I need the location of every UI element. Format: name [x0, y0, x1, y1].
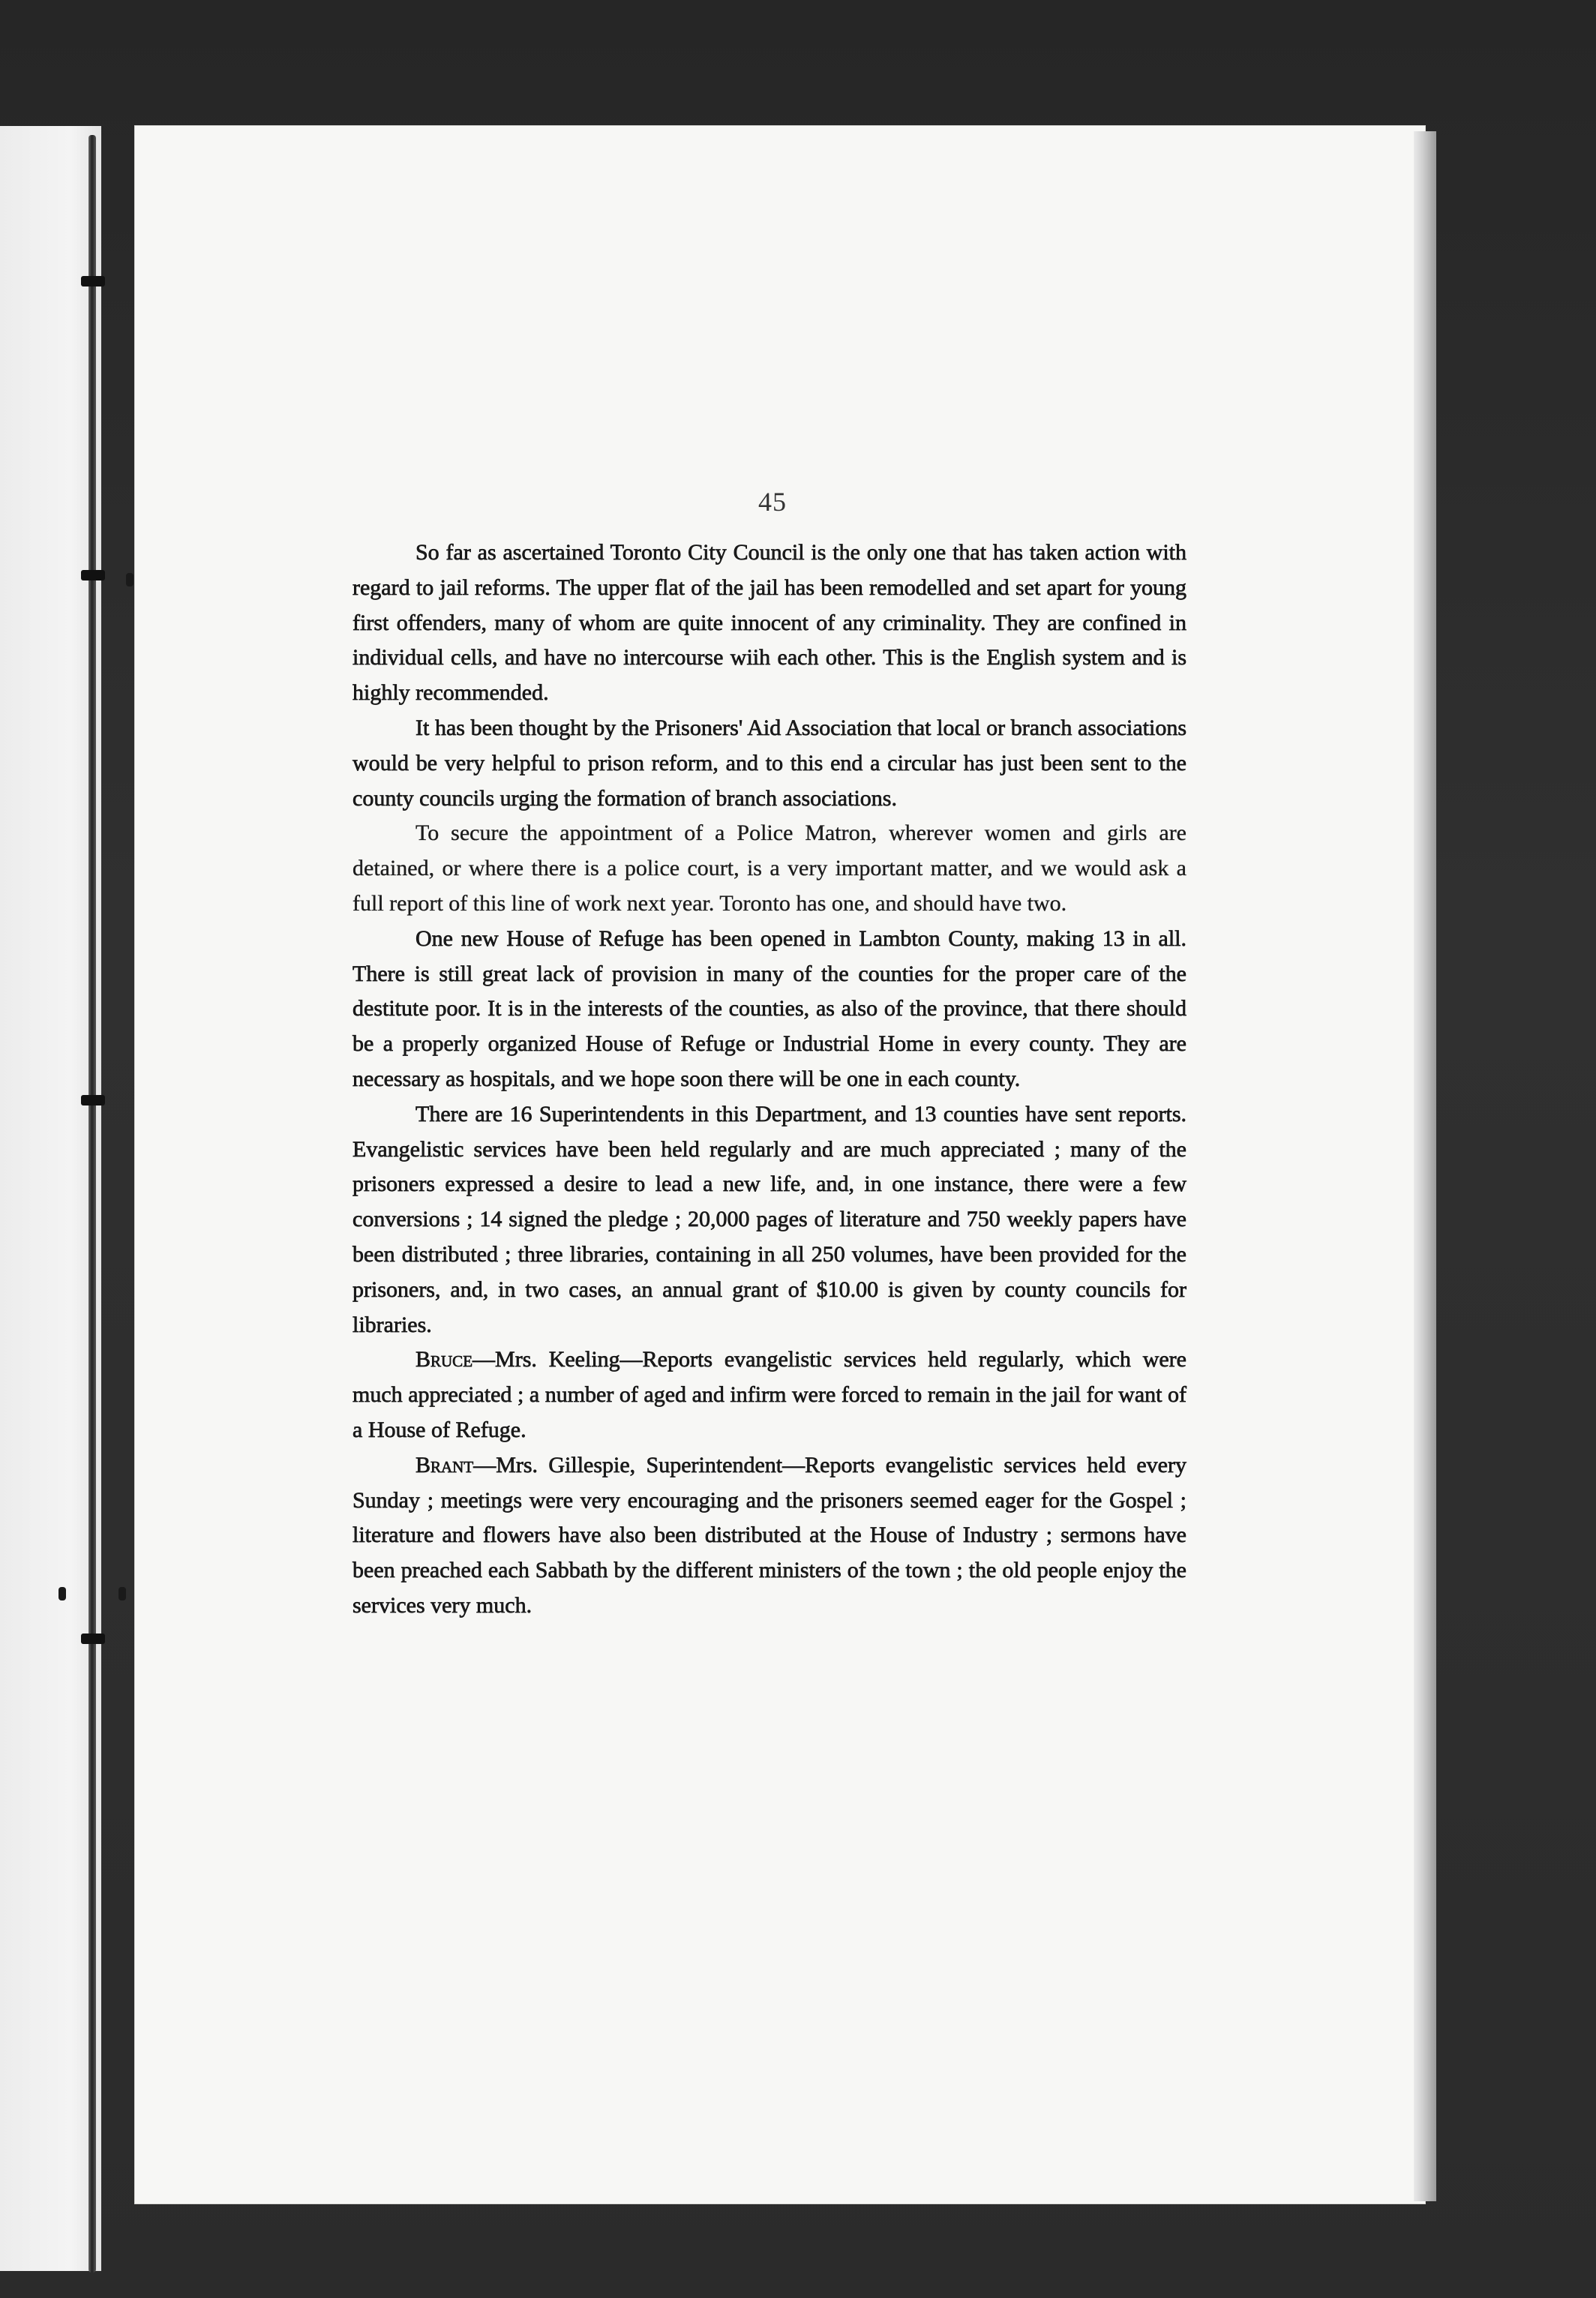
county-heading-brant: Brant	[416, 1452, 474, 1478]
paragraph-brant	[352, 1448, 1186, 1624]
previous-page-edge	[0, 126, 101, 2271]
paragraph-superintendents: There are 16 Superintendents in this Department, and 13 counties have sent reports. Evangelistic services have been held regularly and are much appreciated ; many of the prisoners expressed a desire to lead a new life, and, in one instance, there were a few conversions ; 14 signed the pledge ; 20,000 pages of literature and 750 weekly papers have been distributed ; three libraries, containing in all 250 volumes, have been provided for the prisoners, and, in two cases, an annual grant of $10.00 is given by county councils for libraries.	[352, 1101, 1186, 1337]
page-right-edge	[1414, 131, 1436, 2201]
page-number: 45	[758, 487, 787, 517]
paragraph-bruce-text: —Mrs. Keeling—Reports evangelistic services held regularly, which were much appreciated ; a number of aged and infirm were forced to remain in the jail for want of a House of Refuge.	[352, 1347, 1186, 1442]
paragraph-police-matron: To secure the appointment of a Police Matron, wherever women and girls are detained, or where there is a police court, is a very important matter, and we would ask a full report of this line of work next year. Toronto has one, and should have two.	[352, 820, 1186, 916]
paragraph-bruce	[352, 1342, 1186, 1448]
binding-mark	[58, 1587, 66, 1600]
paragraph-jail-reform: So far as ascertained Toronto City Council is the only one that has taken action with regard to jail reforms. The upper flat of the jail has been remodelled and set apart for young first offenders, many of whom are quite innocent of any criminality. They are confined in individual cells, and have no intercourse wiih each other. This is the English system and is highly recommended.	[352, 540, 1186, 706]
paragraph-brant-text: —Mrs. Gillespie, Superintendent—Reports evangelistic services held every Sunday ; meetings were very encouraging and the prisoners seemed eager for the Gospel ; literature and flowers have also been distributed at the House of Industry ; sermons have been preached each Sabbath by the different ministers of the town ; the old people enjoy the services very much.	[352, 1452, 1186, 1618]
binding-mark	[118, 1587, 126, 1600]
paragraph-house-of-refuge: One new House of Refuge has been opened in Lambton County, making 13 in all. There is still great lack of provision in many of the counties for the proper care of the destitute poor. It is in the interests of the counties, as also of the province, that there should be a properly organized House of Refuge or Industrial Home in every county. They are necessary as hospitals, and we hope soon there will be one in each county.	[352, 926, 1186, 1091]
binding-stitch	[81, 1634, 105, 1644]
binding-stitch	[81, 570, 105, 580]
binding-stitch	[81, 1095, 105, 1106]
binding-spine	[88, 135, 96, 2272]
paragraph-branch-associations: It has been thought by the Prisoners' Aid Association that local or branch associations would be very helpful to prison reform, and to this end a circular has just been sent to the county councils urging the formation of branch associations.	[352, 715, 1186, 811]
binding-stitch	[81, 276, 105, 286]
binding-mark	[126, 573, 134, 586]
county-heading-bruce: Bruce	[416, 1347, 473, 1372]
body-text	[352, 536, 1186, 1624]
